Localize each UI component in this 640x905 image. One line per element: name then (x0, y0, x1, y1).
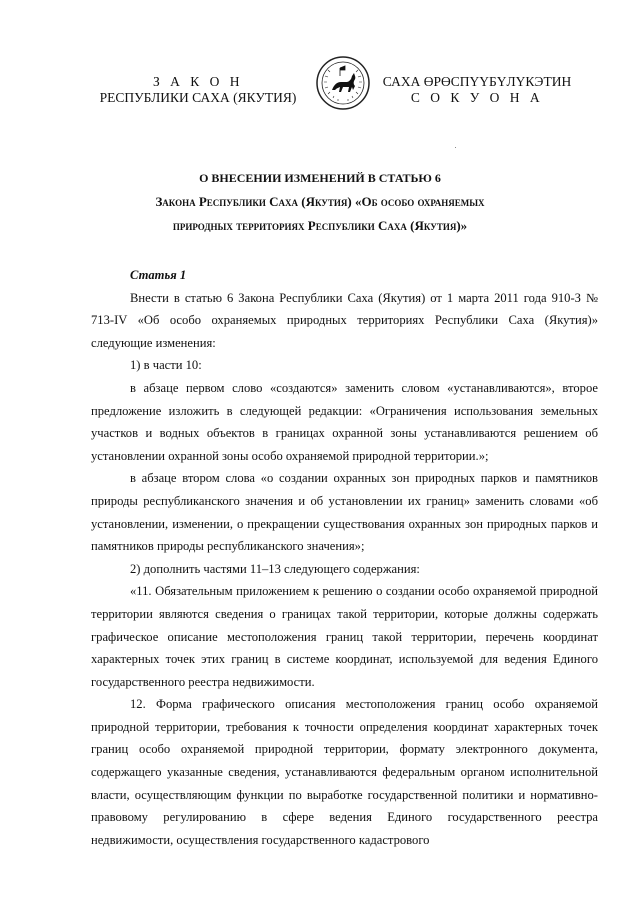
paragraph-part-11: «11. Обязательным приложением к решению о создании особо охраняемой природной территории являются сведения о границах такой территории, которые должны содержать графическое описание местоположения границ такой территории, перечень координат характерных точек этих границ в системе координат, используемой для ведения Единого государственного реестра недвижимости. (91, 584, 598, 689)
paragraph-item-2: 2) дополнить частями 11–13 следующего содержания: (130, 561, 420, 576)
republic-name-ru: РЕСПУБЛИКИ САХА (ЯКУТИЯ) (99, 90, 297, 105)
header-left (82, 74, 314, 106)
sakha-republic-emblem-icon (316, 56, 370, 110)
law-label-sah: С О К У О Н А (410, 90, 544, 105)
title-line-2: Закона Республики Саха (Якутия) «Об особо охраняемых (155, 194, 485, 209)
document-title (40, 166, 600, 238)
article-heading: Статья 1 (130, 268, 187, 282)
paragraph-second-abzac: в абзаце втором слова «о создании охранных зон природных парков и памятников природы республиканского значения и об установлении их границ» заменить словами «об установлении, изменении, о прекращении существования охранных зон природных парков и памятников природы республиканского значения»; (91, 471, 598, 554)
republic-name-sah: САХА ӨРӨСПҮҮБҮЛҮКЭТИН (382, 74, 572, 89)
paragraph-first-abzac: в абзаце первом слово «создаются» заменить словом «устанавливаются», второе предложение изложить в следующей редакции: «Ограничения использования земельных участков и водных объектов в границах охранной зоны устанавливаются решением об установлении охранной зоны особо охраняемой природной территории.»; (91, 380, 598, 463)
document-body (91, 264, 598, 851)
title-line-1: О ВНЕСЕНИИ ИЗМЕНЕНИЙ В СТАТЬЮ 6 (199, 171, 441, 185)
title-line-3: природных территориях Республики Саха (Якутия)» (172, 218, 468, 233)
paragraph-part-12: 12. Форма графического описания местоположения границ особо охраняемой природной территории, требования к точности определения координат характерных точек границ особо охраняемой природной территории, формату электронного документа, содержащего указанные сведения, устанавливаются федеральным органом исполнительной власти, осуществляющим функции по выработке государственной политики и нормативно-правовому регулированию в сфере ведения Единого государственного реестра недвижимости, осуществления государственного кадастрового (91, 697, 598, 847)
law-label-ru: З А К О Н (152, 74, 243, 89)
paragraph-item-1: 1) в части 10: (130, 358, 202, 373)
scan-speck (455, 147, 456, 148)
paragraph-intro: Внести в статью 6 Закона Республики Саха (Якутия) от 1 марта 2011 года 910-З № 713-IV «Об особо охраняемых природных территориях Республики Саха (Якутия)» следующие изменения: (91, 290, 598, 350)
header-right (372, 74, 582, 106)
